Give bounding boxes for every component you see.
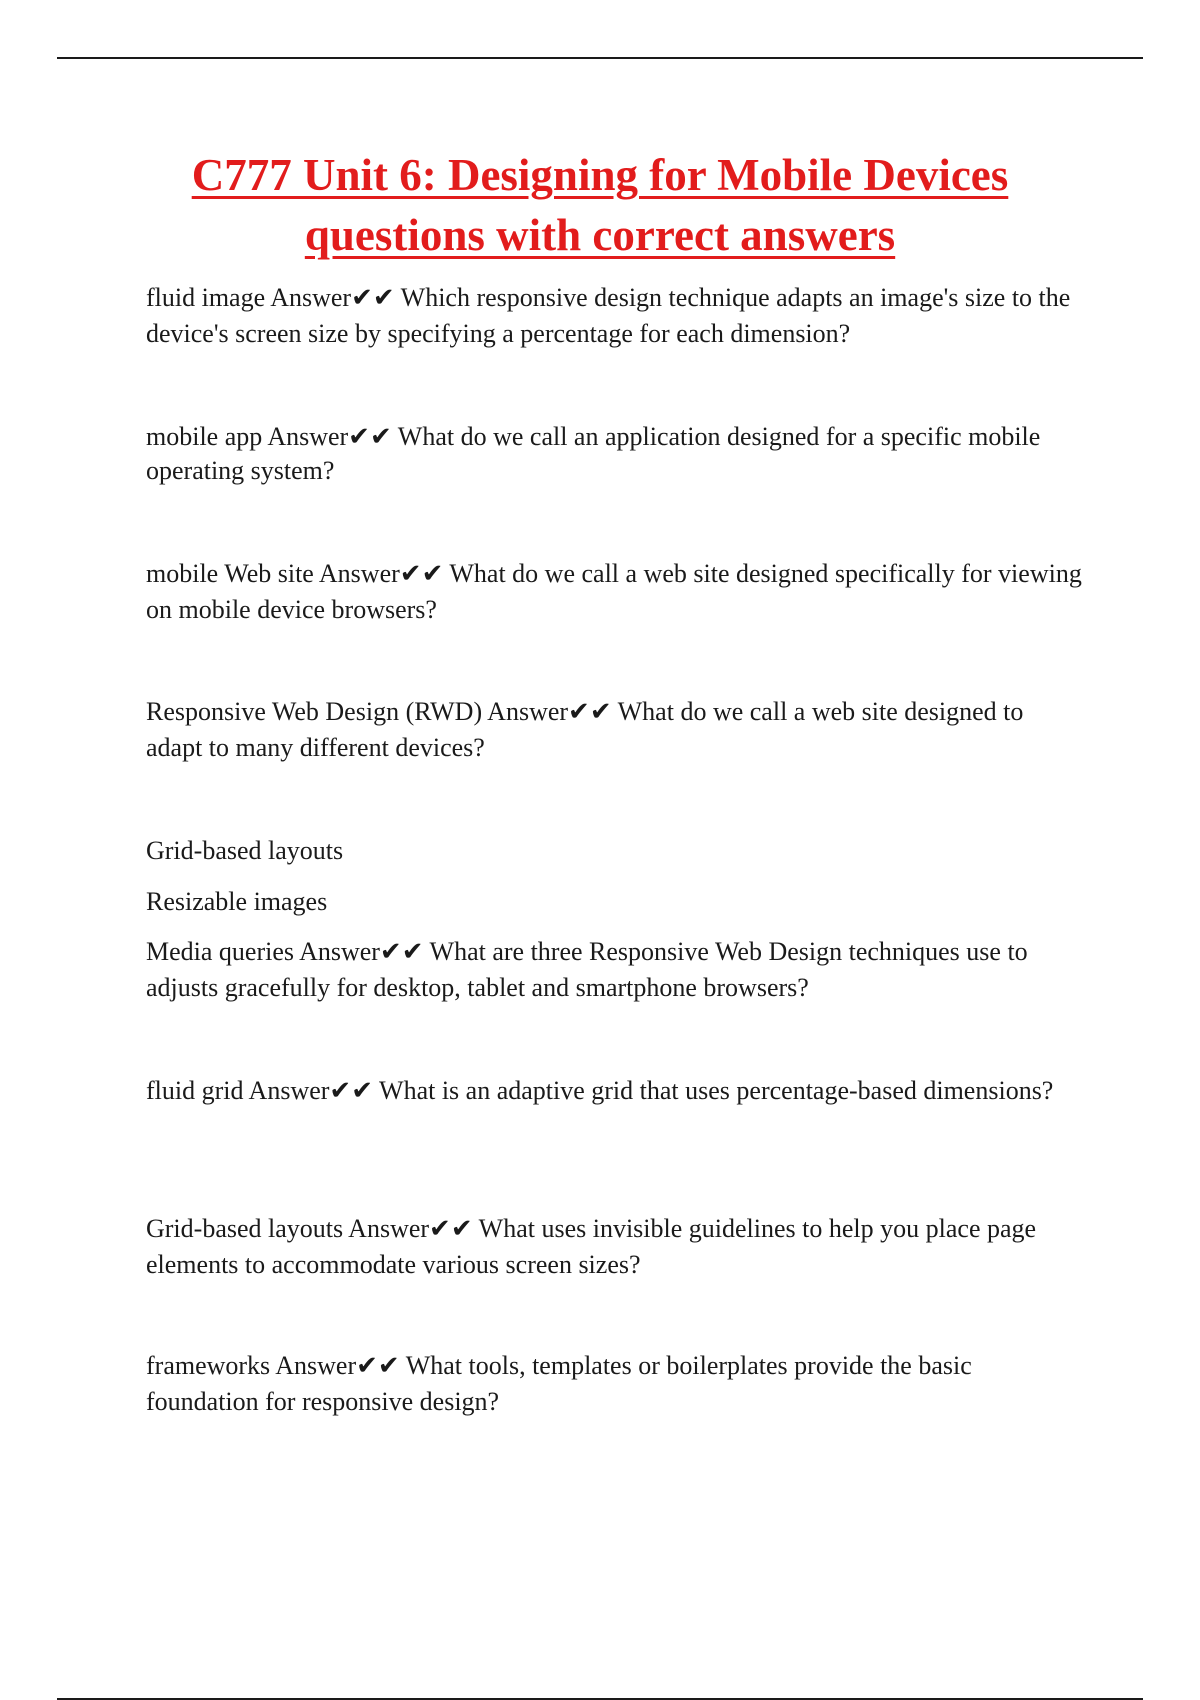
qa-item-fluid-grid: fluid grid Answer✔✔ What is an adaptive grid that uses percentage-based dimensions?: [146, 1076, 1054, 1105]
qa-item-frameworks: frameworks Answer✔✔ What tools, templates or boilerplates provide the basic foundation for responsive design?: [146, 1351, 972, 1416]
title-line-2: questions with correct answers: [304, 210, 896, 260]
qa-item-rwd-techniques-line-1: Grid-based layouts: [146, 836, 344, 865]
title-line-1: C777 Unit 6: Designing for Mobile Devices: [191, 150, 1009, 200]
qa-item-grid-based-layouts: Grid-based layouts Answer✔✔ What uses invisible guidelines to help you place page elements to accommodate various screen sizes?: [146, 1214, 1037, 1279]
qa-item-fluid-image: fluid image Answer✔✔ Which responsive design technique adapts an image's size to the device's screen size by specifying a percentage for each dimension?: [146, 283, 1071, 348]
qa-item-rwd-techniques: Media queries Answer✔✔ What are three Responsive Web Design techniques use to adjusts gracefully for desktop, tablet and smartphone browsers?: [146, 937, 1028, 1002]
qa-item-rwd: Responsive Web Design (RWD) Answer✔✔ What do we call a web site designed to adapt to many different devices?: [146, 697, 1024, 762]
qa-item-rwd-techniques-line-2: Resizable images: [146, 887, 328, 916]
qa-item-mobile-web-site: mobile Web site Answer✔✔ What do we call a web site designed specifically for viewing on mobile device browsers?: [146, 559, 1082, 624]
top-rule: [57, 57, 1143, 59]
qa-item-mobile-app: mobile app Answer✔✔ What do we call an application designed for a specific mobile operating system?: [146, 422, 1041, 485]
document-title: [100, 145, 1100, 265]
